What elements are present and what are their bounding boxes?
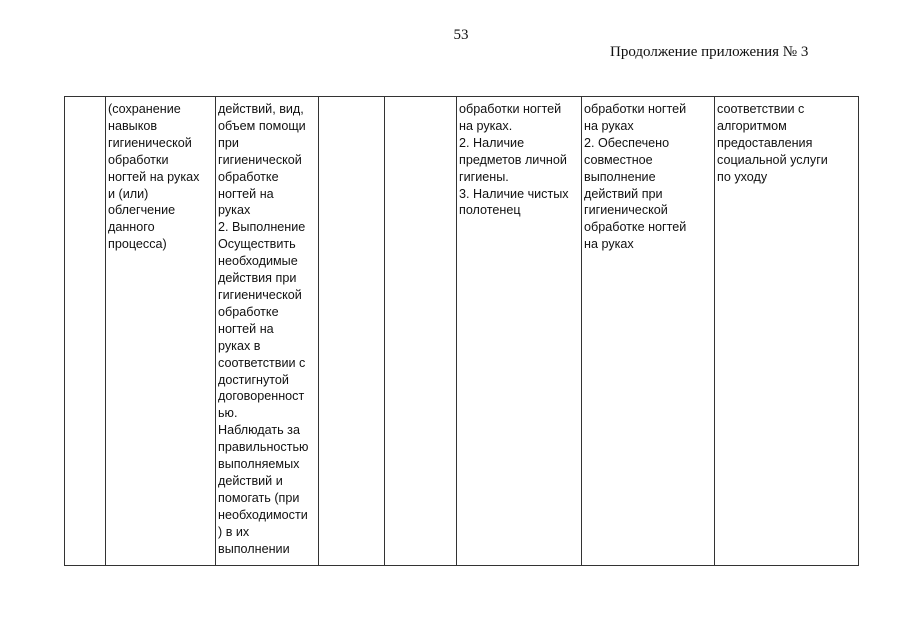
table-cell-results: обработки ногтей на руках 2. Обеспечено совместное выполнение действий при гигиенической обработке ногтей на руках <box>582 97 715 566</box>
table-cell-column-5 <box>385 97 457 566</box>
page-number: 53 <box>453 27 469 43</box>
appendix-continuation-label: Продолжение приложения № 3 <box>610 44 809 60</box>
services-table <box>64 96 859 566</box>
table-cell-service-actions: действий, вид, объем помощи при гигиенической обработке ногтей на руках 2. Выполнение Осуществить необходимые действия при гигиенической обработке ногтей на руках в соответствии с достигнутой договоренност ью. Наблюдать за правильностью выполняемых действий и помогать (при необходимости ) в их выполнении <box>216 97 319 566</box>
table-cell-compliance: соответствии с алгоритмом предоставления социальной услуги по уходу <box>715 97 859 566</box>
table-cell-number <box>65 97 106 566</box>
table-row <box>65 97 859 566</box>
table-cell-service-purpose: (сохранение навыков гигиенической обработки ногтей на руках и (или) облегчение данного процесса) <box>106 97 216 566</box>
table-cell-conditions: обработки ногтей на руках. 2. Наличие предметов личной гигиены. 3. Наличие чистых полотенец <box>457 97 582 566</box>
table-cell-column-4 <box>319 97 385 566</box>
